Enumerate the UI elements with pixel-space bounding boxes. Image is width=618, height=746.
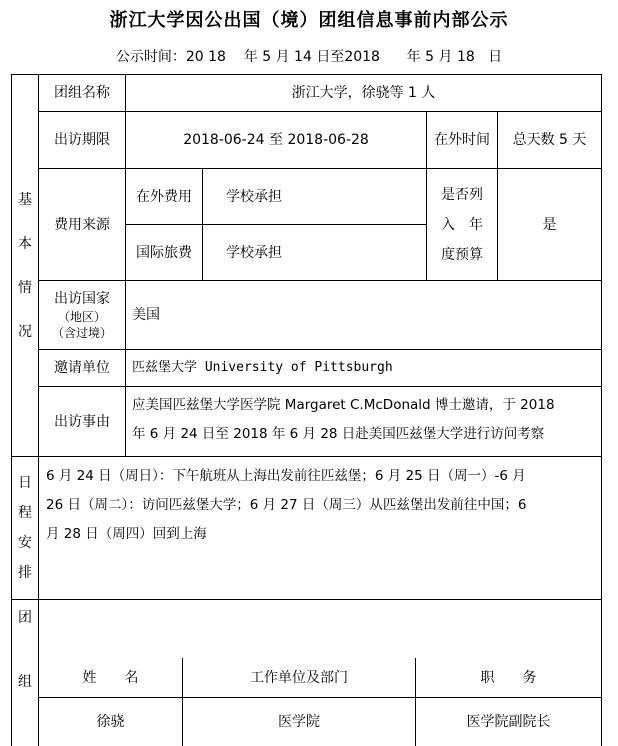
group-name-label: 团组名称	[54, 85, 110, 101]
abroad-time-value: 总天数 5 天	[512, 132, 587, 148]
publication-time: 公示时间：20 18 年 5 月 14 日至2018 年 5 月 18 日	[115, 49, 503, 65]
pub-end-month: 5	[425, 49, 435, 65]
page-title: 浙江大学因公出国（境）团组信息事前内部公示	[109, 10, 509, 31]
member-header-unit: 工作单位及部门	[250, 670, 348, 686]
section-group-label: 团 组	[18, 610, 32, 690]
pub-end-day: 18	[456, 49, 475, 65]
travel-cost-value: 学校承担	[226, 244, 282, 261]
member-header-position: 职 务	[480, 670, 537, 686]
member-position: 医学院副院长	[466, 714, 551, 730]
pub-start-day: 14	[294, 49, 312, 65]
country-label: 出访国家 （地区） （含过境）	[51, 291, 112, 340]
section-schedule-label: 日 程 安 排	[18, 475, 32, 581]
member-unit: 医学院	[278, 714, 320, 730]
budget-label: 是否列 入 年 度预算	[441, 186, 483, 263]
period-label: 出访期限	[54, 132, 110, 148]
pub-end-year: 2018	[344, 49, 380, 65]
budget-value: 是	[542, 216, 557, 233]
pub-start-year: 20 18	[185, 49, 226, 65]
abroad-cost-value: 学校承担	[226, 188, 282, 205]
abroad-cost-label: 在外费用	[136, 188, 192, 205]
section-basic-label: 基 本 情 况	[18, 191, 32, 340]
schedule-text: 6 月 24 日（周日）：下午航班从上海出发前往匹兹堡；6 月 25 日（周一）-6 月 26 日（周二）：访问匹兹堡大学；6 月 27 日（周三）从匹兹堡出发前往中国；6 月 28 日（周四）回到上海	[46, 468, 527, 542]
pub-start-month: 5	[262, 49, 272, 65]
pub-time-label: 公示时间：	[115, 49, 186, 65]
funding-label: 费用来源	[54, 216, 110, 233]
member-header-name: 姓 名	[82, 670, 139, 686]
reason-label: 出访事由	[54, 413, 110, 430]
inviter-label: 邀请单位	[54, 360, 110, 376]
member-name: 徐骁	[96, 714, 125, 730]
abroad-time-label: 在外时间	[434, 132, 490, 148]
country-value: 美国	[132, 307, 160, 323]
group-name-value: 浙江大学，徐骁等 1 人	[291, 85, 436, 101]
period-value: 2018-06-24 至 2018-06-28	[183, 132, 369, 148]
travel-cost-label: 国际旅费	[136, 244, 192, 261]
reason-value: 应美国匹兹堡大学医学院 Margaret C.McDonald 博士邀请，于 2018 年 6 月 24 日至 2018 年 6 月 28 日赴美国匹兹堡大学进行访问考察	[132, 397, 555, 442]
inviter-value: 匹兹堡大学 University of Pittsburgh	[132, 360, 393, 375]
